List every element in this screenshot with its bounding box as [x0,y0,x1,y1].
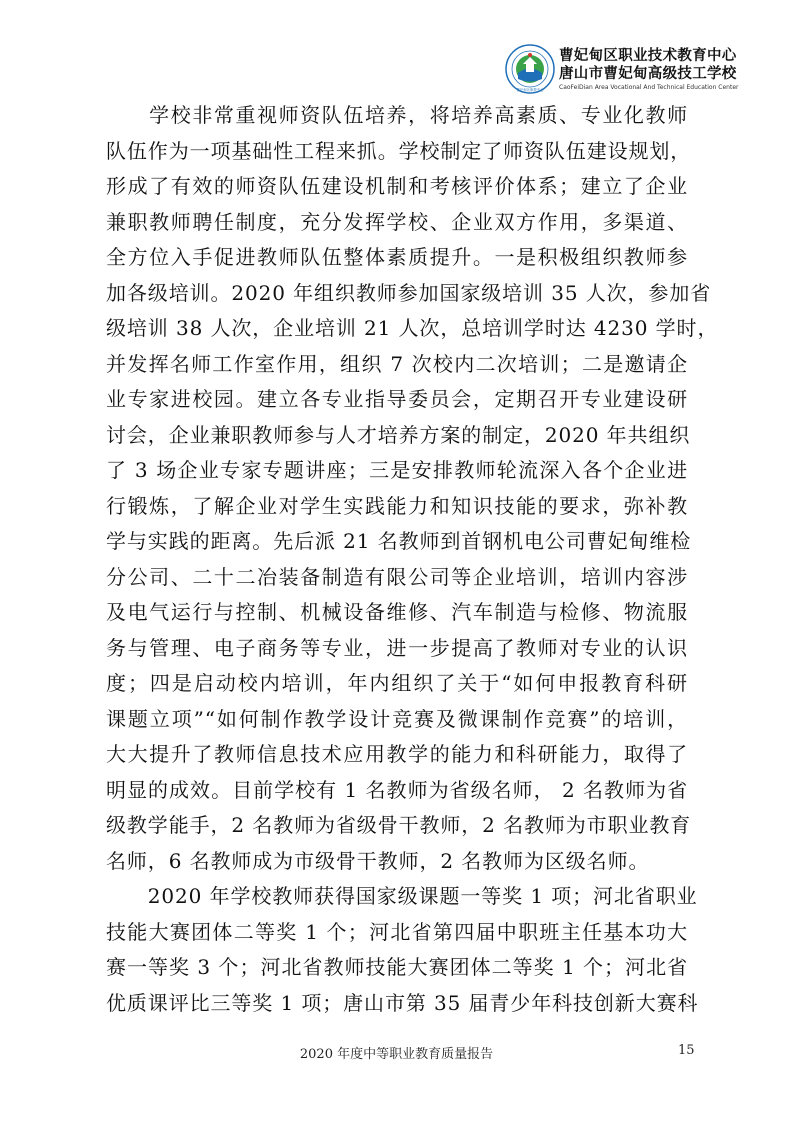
text-line: 并发挥名师工作室作用，组织 7 次校内二次培训；二是邀请企 [106,351,688,376]
footer-report-title: 2020 年度中等职业教育质量报告 [299,1047,494,1062]
page-header [505,44,755,96]
text-line: 优质课评比三等奖 1 项；唐山市第 35 届青少年科技创新大赛科 [106,990,699,1015]
text-line: 学与实践的距离。先后派 21 名教师到首钢机电公司曹妃甸维检 [106,529,692,553]
org-name-primary: 曹妃甸区职业技术教育中心 [559,48,737,64]
header-text [559,47,755,92]
paragraph-teacher-training [106,98,719,879]
text-line: 课题立项”“如何制作教学设计竞赛及微课制作竞赛”的培训， [106,706,688,731]
school-logo [505,44,555,94]
org-name-secondary: 唐山市曹妃甸高级技工学校 [559,66,737,82]
text-line: 分公司、二十二冶装备制造有限公司等企业培训，培训内容涉 [106,564,688,589]
text-line: 级培训 38 人次，企业培训 21 人次，总培训学时达 4230 学时， [106,316,719,340]
text-line: 形成了有效的师资队伍建设机制和考核评价体系；建立了企业 [106,174,688,198]
text-line: 兼职教师聘任制度，充分发挥学校、企业双方作用，多渠道、 [106,209,688,234]
text-line: 及电气运行与控制、机械设备维修、汽车制造与检修、物流服 [106,600,688,624]
org-name-english: CaoFeiDian Area Vocational And Technical Education Center [559,84,739,91]
report-body [106,98,719,1021]
page-number: 15 [678,1043,695,1058]
text-line: 了 3 场企业专家专题讲座；三是安排教师轮流深入各个企业进 [106,458,688,482]
text-line: 务与管理、电子商务等专业，进一步提高了教师对专业的认识 [106,635,688,660]
text-line: 大大提升了教师信息技术应用教学的能力和科研能力，取得了 [106,742,688,766]
text-line: 度；四是启动校内培训，年内组织了关于“如何申报教育科研 [106,671,688,695]
text-line: 技能大赛团体二等奖 1 个；河北省第四届中职班主任基本功大 [106,919,688,944]
text-line: 行锻炼，了解企业对学生实践能力和知识技能的要求，弥补教 [106,493,688,518]
text-line: 队伍作为一项基础性工程来抓。学校制定了师资队伍建设规划， [106,138,692,163]
text-line: 级教学能手，2 名教师为省级骨干教师，2 名教师为市职业教育 [106,813,692,837]
text-line: 加各级培训。2020 年组织教师参加国家级培训 35 人次，参加省 [106,280,712,305]
paragraph-awards [106,879,699,1021]
text-line: 赛一等奖 3 个；河北省教师技能大赛团体二等奖 1 个；河北省 [106,955,688,979]
text-line: 明显的成效。目前学校有 1 名教师为省级名师， 2 名教师为省 [106,777,688,802]
text-line: 学校非常重视师资队伍培养，将培养高素质、专业化教师 [106,103,688,127]
text-line: 业专家进校园。建立各专业指导委员会，定期召开专业建设研 [106,387,688,411]
logo-text: 曹妃甸区职教中心 [516,88,544,92]
text-line: 2020 年学校教师获得国家级课题一等奖 1 项；河北省职业 [106,884,698,908]
text-line: 讨会，企业兼职教师参与人才培养方案的制定，2020 年共组织 [106,422,691,447]
text-line: 全方位入手促进教师队伍整体素质提升。一是积极组织教师参 [106,245,688,269]
text-line: 名师，6 名教师成为市级骨干教师，2 名教师为区级名师。 [106,848,650,873]
